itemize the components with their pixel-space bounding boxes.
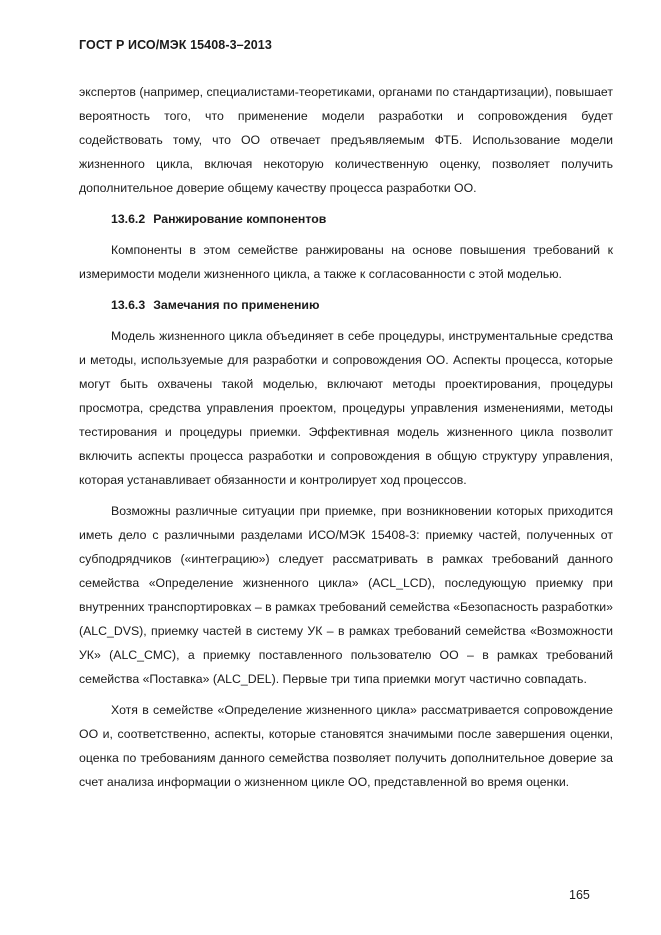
document-body bbox=[79, 80, 613, 794]
paragraph-continuation: экспертов (например, специалистами-теоретиками, органами по стандартизации), повышает вероятность того, что применение модели разработки и сопровождения будет содействовать тому, что ОО отвечает предъявляемым ФТБ. Использование модели жизненного цикла, включая некоторую количественную оценку, позволяет получить дополнительное доверие общему качеству процесса разработки ОО. bbox=[79, 85, 613, 195]
section-title: Ранжирование компонентов bbox=[153, 212, 327, 226]
document-header: ГОСТ Р ИСО/МЭК 15408-3–2013 bbox=[79, 38, 272, 52]
paragraph-maintenance: Хотя в семействе «Определение жизненного цикла» рассматривается сопровождение ОО и, соответственно, аспекты, которые становятся значимыми после завершения оценки, оценка по требованиям данного семейства позволяет получить дополнительное доверие за счет анализа информации о жизненном цикле ОО, представленной во время оценки. bbox=[79, 703, 613, 789]
section-heading-13-6-2 bbox=[79, 207, 613, 231]
paragraph-acceptance: Возможны различные ситуации при приемке, при возникновении которых приходится иметь дело с различными разделами ИСО/МЭК 15408-3: приемку частей, полученных от субподрядчиков («интеграцию») следует рассматривать в рамках требований данного семейства «Определение жизненного цикла» (ACL_LCD), последующую приемку при внутренних транспортировках – в рамках требований семейства «Безопасность разработки» (ALC_DVS), приемку частей в систему УК – в рамках требований семейства «Возможности УК» (ALC_CMC), а приемку поставленного пользователю ОО – в рамках требований семейства «Поставка» (ALC_DEL). Первые три типа приемки могут частично совпадать. bbox=[79, 504, 613, 686]
paragraph-leveling: Компоненты в этом семействе ранжированы на основе повышения требований к измеримости модели жизненного цикла, а также к согласованности с этой моделью. bbox=[79, 243, 613, 281]
paragraph-lifecycle-model: Модель жизненного цикла объединяет в себе процедуры, инструментальные средства и методы, используемые для разработки и сопровождения ОО. Аспекты процесса, которые могут быть охвачены такой моделью, включают методы проектирования, процедуры просмотра, средства управления проектом, процедуры управления изменениями, методы тестирования и процедуры приемки. Эффективная модель жизненного цикла позволит включить аспекты процесса разработки и сопровождения в общую структуру управления, которая устанавливает обязанности и контролирует ход процессов. bbox=[79, 329, 613, 487]
page-number: 165 bbox=[569, 888, 590, 902]
section-number: 13.6.2 bbox=[111, 212, 146, 226]
section-heading-13-6-3 bbox=[79, 293, 613, 317]
section-title: Замечания по применению bbox=[153, 298, 320, 312]
section-number: 13.6.3 bbox=[111, 298, 146, 312]
